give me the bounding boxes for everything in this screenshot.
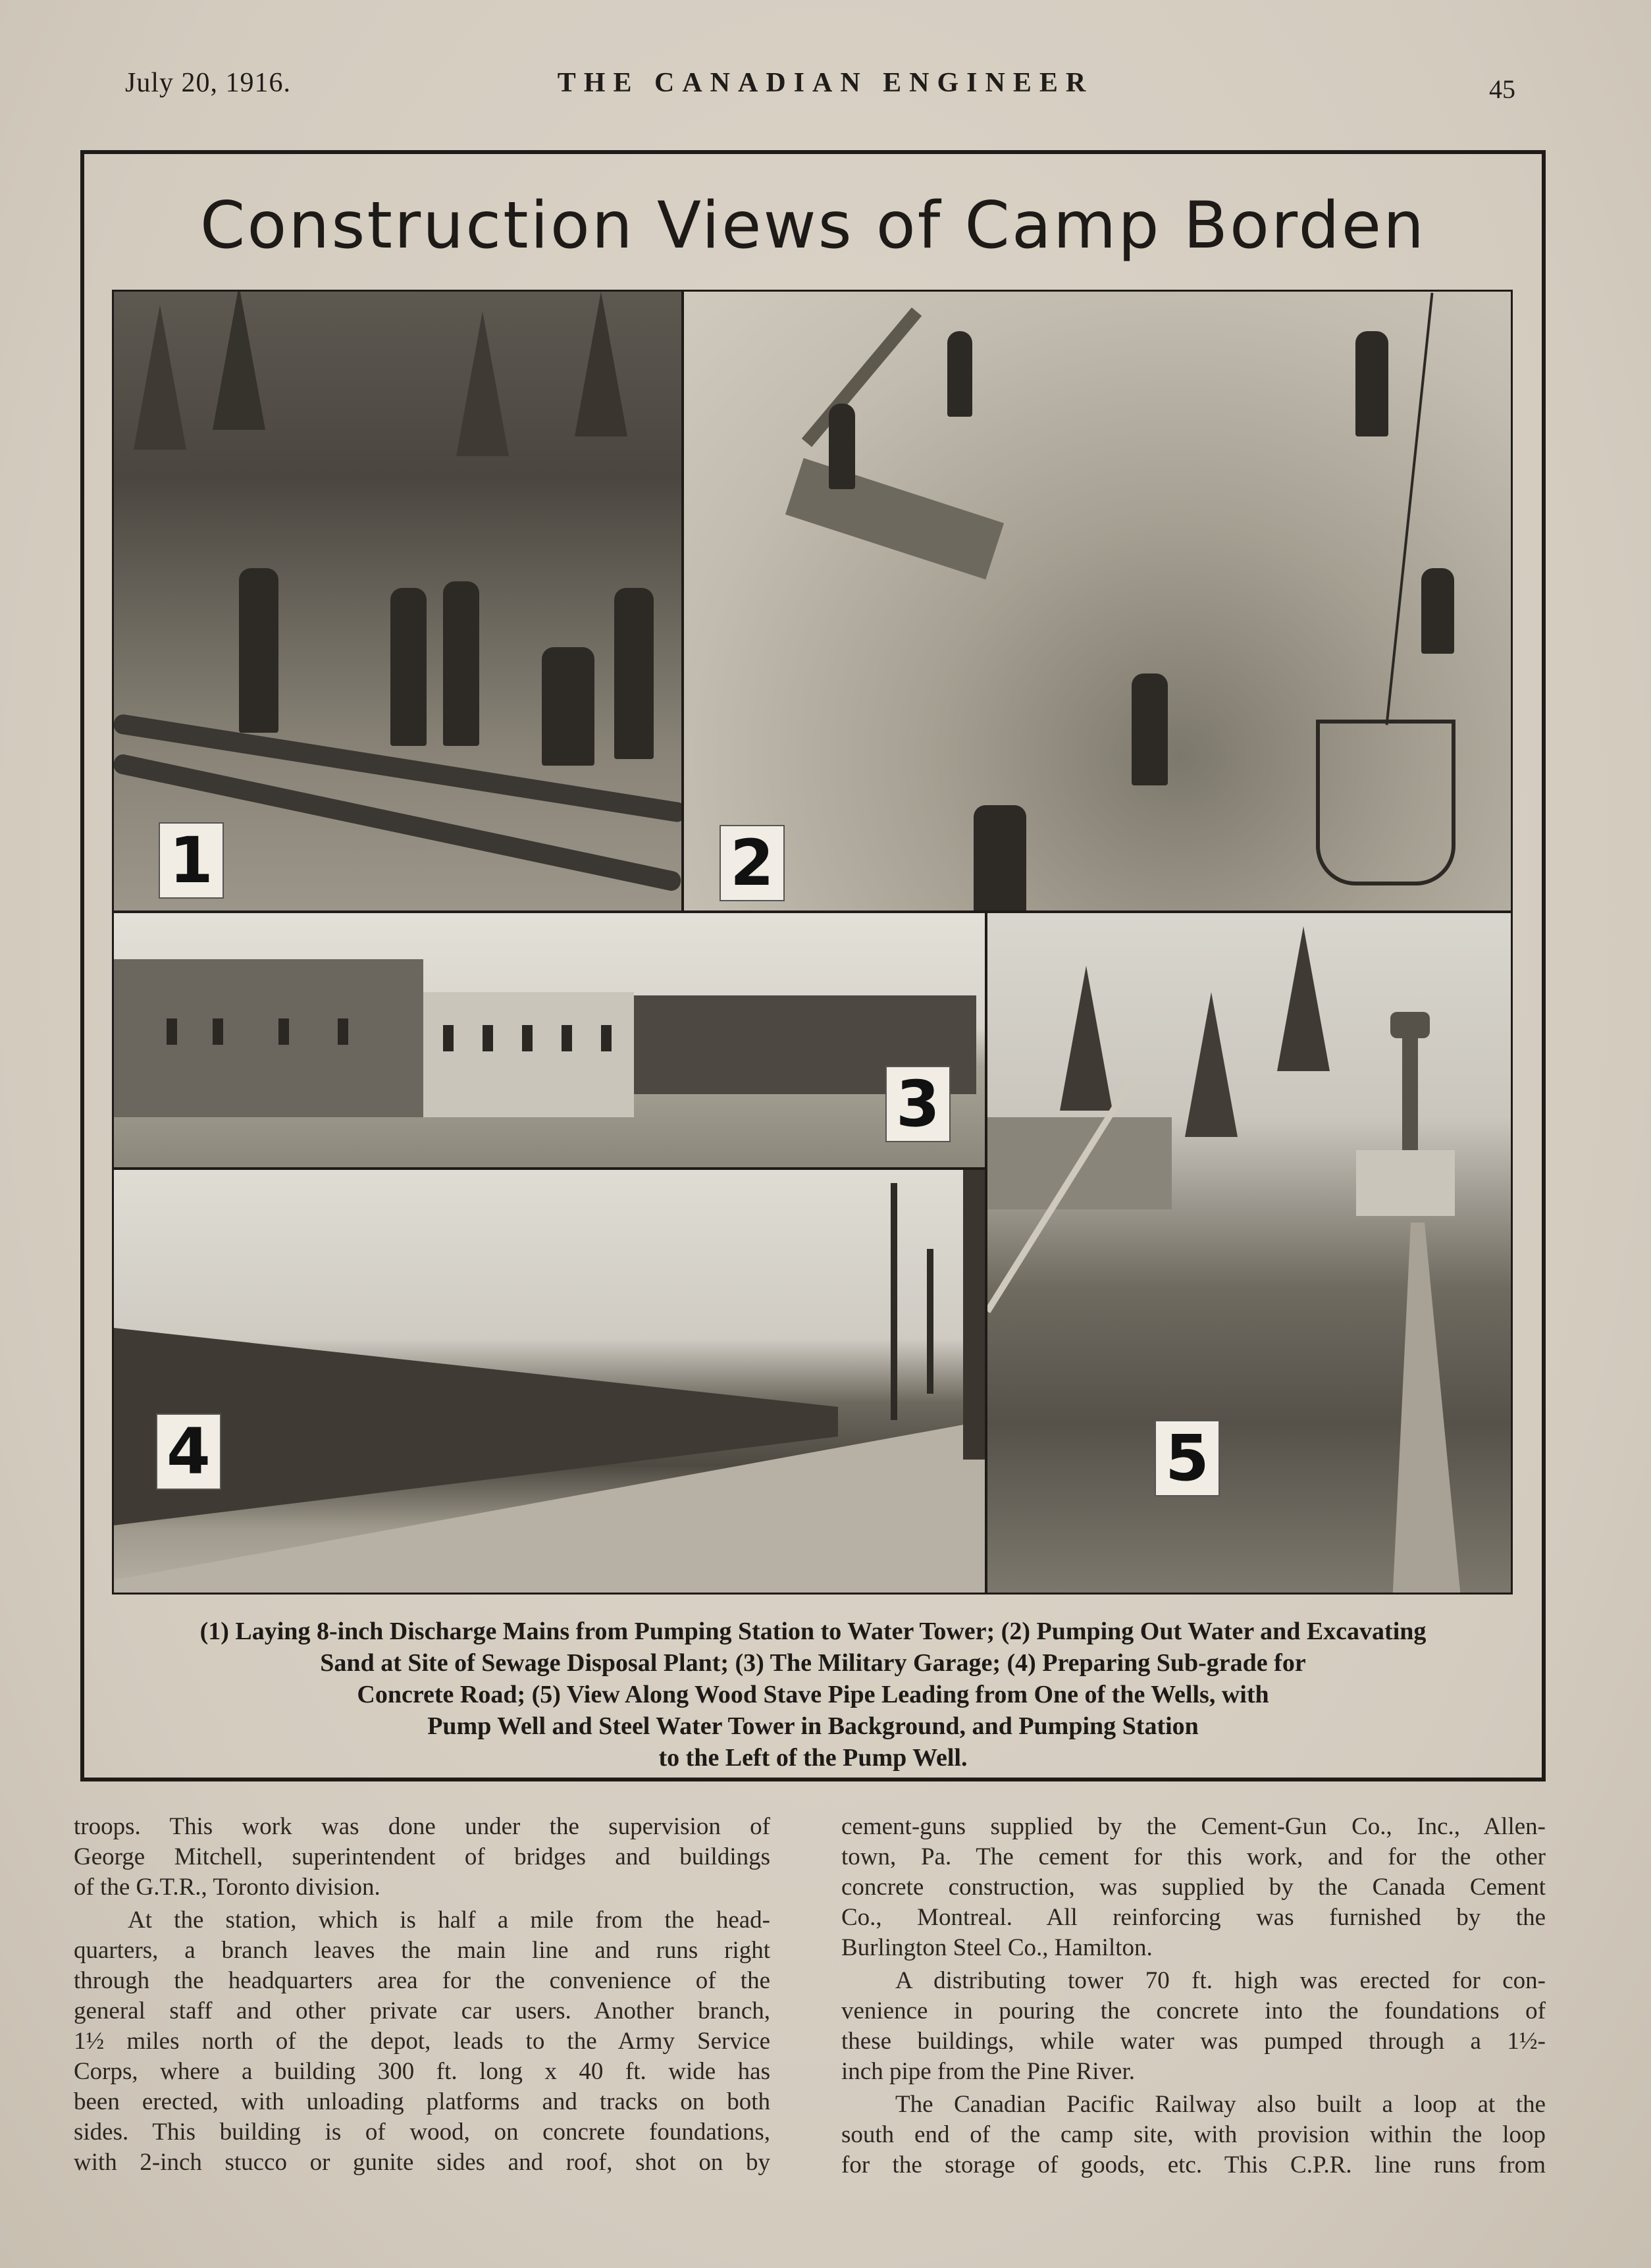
photo-3-number: 3: [885, 1066, 951, 1142]
text-line: Co., Montreal. All reinforcing was furnished by the: [841, 1904, 1546, 1931]
page-number: 45: [1489, 74, 1515, 104]
text-column-right: [841, 1812, 1546, 2180]
text-line: troops. This work was done under the supervision of: [74, 1813, 770, 1840]
text-line: through the headquarters area for the convenience of the: [74, 1967, 770, 1994]
text-line: Burlington Steel Co., Hamilton.: [841, 1934, 1153, 1961]
caption-line: to the Left of the Pump Well.: [658, 1744, 968, 1772]
photo-4-subgrade: [112, 1168, 987, 1595]
text-line: these buildings, while water was pumped through a 1½-: [841, 2028, 1546, 2055]
caption-line: Pump Well and Steel Water Tower in Background, and Pumping Station: [427, 1712, 1199, 1740]
text-column-left: [74, 1812, 770, 2178]
text-line: George Mitchell, superintendent of bridges and buildings: [74, 1843, 770, 1870]
photo-4-number: 4: [156, 1413, 221, 1490]
text-line: A distributing tower 70 ft. high was erected for con-: [895, 1967, 1546, 1994]
text-line: town, Pa. The cement for this work, and for the other: [841, 1843, 1546, 1870]
caption-line: Sand at Site of Sewage Disposal Plant; (3) The Military Garage; (4) Preparing Sub-grade for: [320, 1649, 1306, 1677]
text-line: Corps, where a building 300 ft. long x 40 ft. wide has: [74, 2058, 770, 2085]
text-line: The Canadian Pacific Railway also built a loop at the: [895, 2091, 1546, 2118]
text-line: concrete construction, was supplied by the Canada Cement: [841, 1874, 1546, 1901]
text-line: quarters, a branch leaves the main line and runs right: [74, 1937, 770, 1964]
photo-1-number: 1: [159, 822, 224, 899]
photo-plate: [80, 150, 1546, 1781]
plate-caption: [111, 1616, 1515, 1774]
text-line: At the station, which is half a mile from the head-: [128, 1907, 770, 1934]
text-line: with 2-inch stucco or gunite sides and roof, shot on by: [74, 2149, 770, 2176]
plate-title: Construction Views of Camp Borden: [199, 188, 1427, 263]
photo-2-number: 2: [720, 825, 785, 901]
paragraph: [74, 1812, 770, 1903]
photo-5-number: 5: [1155, 1420, 1220, 1496]
text-line: cement-guns supplied by the Cement-Gun Co., Inc., Allen-: [841, 1813, 1546, 1840]
issue-date: July 20, 1916.: [125, 68, 292, 98]
text-line: of the G.T.R., Toronto division.: [74, 1874, 380, 1901]
text-line: sides. This building is of wood, on concrete foundations,: [74, 2119, 770, 2146]
text-line: 1½ miles north of the depot, leads to the Army Service: [74, 2028, 770, 2055]
photo-5-wood-stave-pipe: [985, 911, 1513, 1595]
caption-line: (1) Laying 8-inch Discharge Mains from Pumping Station to Water Tower; (2) Pumping Out Water and Excavating: [199, 1618, 1427, 1645]
paragraph: [841, 2090, 1546, 2180]
journal-title: THE CANADIAN ENGINEER: [557, 68, 1094, 98]
text-line: been erected, with unloading platforms and tracks on both: [74, 2088, 770, 2115]
caption-line: Concrete Road; (5) View Along Wood Stave Pipe Leading from One of the Wells, with: [357, 1681, 1269, 1708]
paragraph: [841, 1966, 1546, 2087]
photo-1-laying-mains: [112, 290, 683, 912]
text-line: south end of the camp site, with provision within the loop: [841, 2121, 1546, 2148]
text-line: venience in pouring the concrete into the foundations of: [841, 1997, 1546, 2024]
paragraph: [74, 1905, 770, 2178]
paragraph: [841, 1812, 1546, 1963]
photo-2-excavation: [682, 290, 1513, 912]
text-line: for the storage of goods, etc. This C.P.R. line runs from: [841, 2151, 1546, 2178]
text-line: general staff and other private car users. Another branch,: [74, 1997, 770, 2024]
text-line: inch pipe from the Pine River.: [841, 2058, 1135, 2085]
running-head: [0, 63, 1651, 109]
photo-3-military-garage: [112, 911, 987, 1169]
